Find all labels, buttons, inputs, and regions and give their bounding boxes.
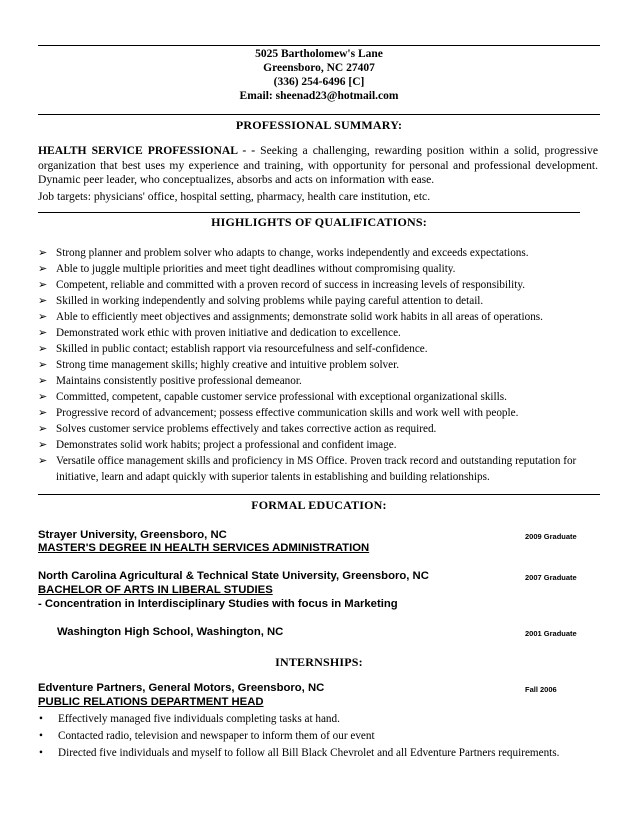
list-item-text: Demonstrates solid work habits; project a professional and confident image.: [56, 439, 397, 451]
bullet-icon: •: [39, 747, 43, 759]
year-2001: 2001 Graduate: [525, 629, 577, 638]
arrow-bullet-icon: ➢: [38, 327, 48, 339]
list-item: [38, 293, 598, 309]
list-item-text: Maintains consistently positive professional demeanor.: [56, 375, 302, 387]
list-item-text: Skilled in public contact; establish rapport via resourcefulness and self-confidence.: [56, 343, 428, 355]
arrow-bullet-icon: ➢: [38, 279, 48, 291]
arrow-bullet-icon: ➢: [38, 423, 48, 435]
list-item: [38, 728, 608, 745]
list-item-text: Competent, reliable and committed with a proven record of success in increasing levels of responsibility.: [56, 279, 526, 291]
list-item-text: Solves customer service problems effectively and takes corrective action as required.: [56, 423, 437, 435]
list-item-text: Able to juggle multiple priorities and meet tight deadlines without compromising quality.: [56, 263, 456, 275]
summary-rule: [38, 114, 600, 115]
arrow-bullet-icon: ➢: [38, 263, 48, 275]
internship-list: [38, 711, 608, 762]
contact-phone: (336) 254-6496 [C]: [273, 76, 365, 88]
top-rule: [38, 45, 600, 46]
arrow-bullet-icon: ➢: [38, 439, 48, 451]
highlights-list: [38, 245, 598, 485]
contact-street: 5025 Bartholomew's Lane: [255, 48, 383, 60]
list-item: [38, 309, 598, 325]
school-strayer: Strayer University, Greensboro, NC: [38, 529, 227, 541]
list-item: [38, 389, 598, 405]
list-item: [38, 325, 598, 341]
school-ncat: North Carolina Agricultural & Technical State University, Greensboro, NC: [38, 570, 429, 582]
list-item: [38, 357, 598, 373]
list-item: [38, 261, 598, 277]
school-washington: Washington High School, Washington, NC: [57, 626, 284, 638]
highlights-rule: [38, 212, 580, 213]
internships-heading: INTERNSHIPS:: [275, 655, 363, 669]
list-item-text: Contacted radio, television and newspaper to inform them of our event: [58, 730, 375, 742]
year-2009: 2009 Graduate: [525, 532, 577, 541]
list-item: [38, 245, 598, 261]
summary-body: Seeking a challenging, rewarding position within a solid, progressive organization that best uses my experience and training, with opportunity for personal and professional development. Dynamic peer leader, who conceptualizes, absorbs and acts on information with ease.: [38, 144, 598, 186]
list-item: [38, 437, 598, 453]
list-item: [38, 745, 608, 762]
list-item: [38, 711, 608, 728]
arrow-bullet-icon: ➢: [38, 343, 48, 355]
arrow-bullet-icon: ➢: [38, 359, 48, 371]
list-item-text: Effectively managed five individuals completing tasks at hand.: [58, 713, 340, 725]
education-rule: [38, 494, 600, 495]
list-item: [38, 373, 598, 389]
arrow-bullet-icon: ➢: [38, 247, 48, 259]
arrow-bullet-icon: ➢: [38, 391, 48, 403]
list-item-text: Skilled in working independently and solving problems while paying careful attention to detail.: [56, 295, 484, 307]
year-2007: 2007 Graduate: [525, 573, 577, 582]
arrow-bullet-icon: ➢: [38, 295, 48, 307]
concentration: - Concentration in Interdisciplinary Studies with focus in Marketing: [38, 598, 398, 610]
list-item-text: Committed, competent, capable customer service professional with exceptional organizational skills.: [56, 391, 507, 403]
list-item-text: Able to efficiently meet objectives and assignments; demonstrate solid work habits in all areas of operations.: [56, 311, 543, 323]
internship-date: Fall 2006: [525, 685, 557, 694]
list-item-text: Progressive record of advancement; possess effective communication skills and work well with people.: [56, 407, 519, 419]
arrow-bullet-icon: ➢: [38, 375, 48, 387]
bullet-icon: •: [39, 713, 43, 725]
list-item: [38, 453, 598, 485]
education-heading: FORMAL EDUCATION:: [251, 498, 387, 512]
arrow-bullet-icon: ➢: [38, 455, 48, 467]
internship-company: Edventure Partners, General Motors, Greensboro, NC: [38, 682, 325, 694]
list-item: [38, 277, 598, 293]
degree-bachelors: BACHELOR OF ARTS IN LIBERAL STUDIES: [38, 584, 273, 596]
bullet-icon: •: [39, 730, 43, 742]
list-item: [38, 421, 598, 437]
summary-text: [38, 144, 598, 188]
list-item-text: Strong time management skills; highly creative and intuitive problem solver.: [56, 359, 400, 371]
degree-masters: MASTER'S DEGREE IN HEALTH SERVICES ADMINISTRATION: [38, 542, 370, 554]
arrow-bullet-icon: ➢: [38, 407, 48, 419]
list-item-text: Demonstrated work ethic with proven initiative and dedication to excellence.: [56, 327, 401, 339]
list-item-text: Versatile office management skills and proficiency in MS Office. Proven track record and outstanding reputation for initiative, learn and adapt quickly with superior talents in establishing and building relationships.: [56, 455, 577, 483]
list-item-text: Strong planner and problem solver who adapts to change, works independently and exceeds expectations.: [56, 247, 529, 259]
summary-lead: HEALTH SERVICE PROFESSIONAL - -: [38, 144, 256, 157]
list-item: [38, 341, 598, 357]
list-item: [38, 405, 598, 421]
summary-heading: PROFESSIONAL SUMMARY:: [235, 118, 403, 132]
arrow-bullet-icon: ➢: [38, 311, 48, 323]
list-item-text: Directed five individuals and myself to follow all Bill Black Chevrolet and all Edventure Partners requirements.: [58, 747, 560, 759]
contact-email: Email: sheenad23@hotmail.com: [239, 90, 399, 102]
job-targets: Job targets: physicians' office, hospital setting, pharmacy, health care institution, etc.: [38, 190, 431, 203]
contact-city: Greensboro, NC 27407: [263, 62, 375, 74]
internship-title: PUBLIC RELATIONS DEPARTMENT HEAD: [38, 696, 264, 708]
highlights-heading: HIGHLIGHTS OF QUALIFICATIONS:: [211, 215, 427, 229]
